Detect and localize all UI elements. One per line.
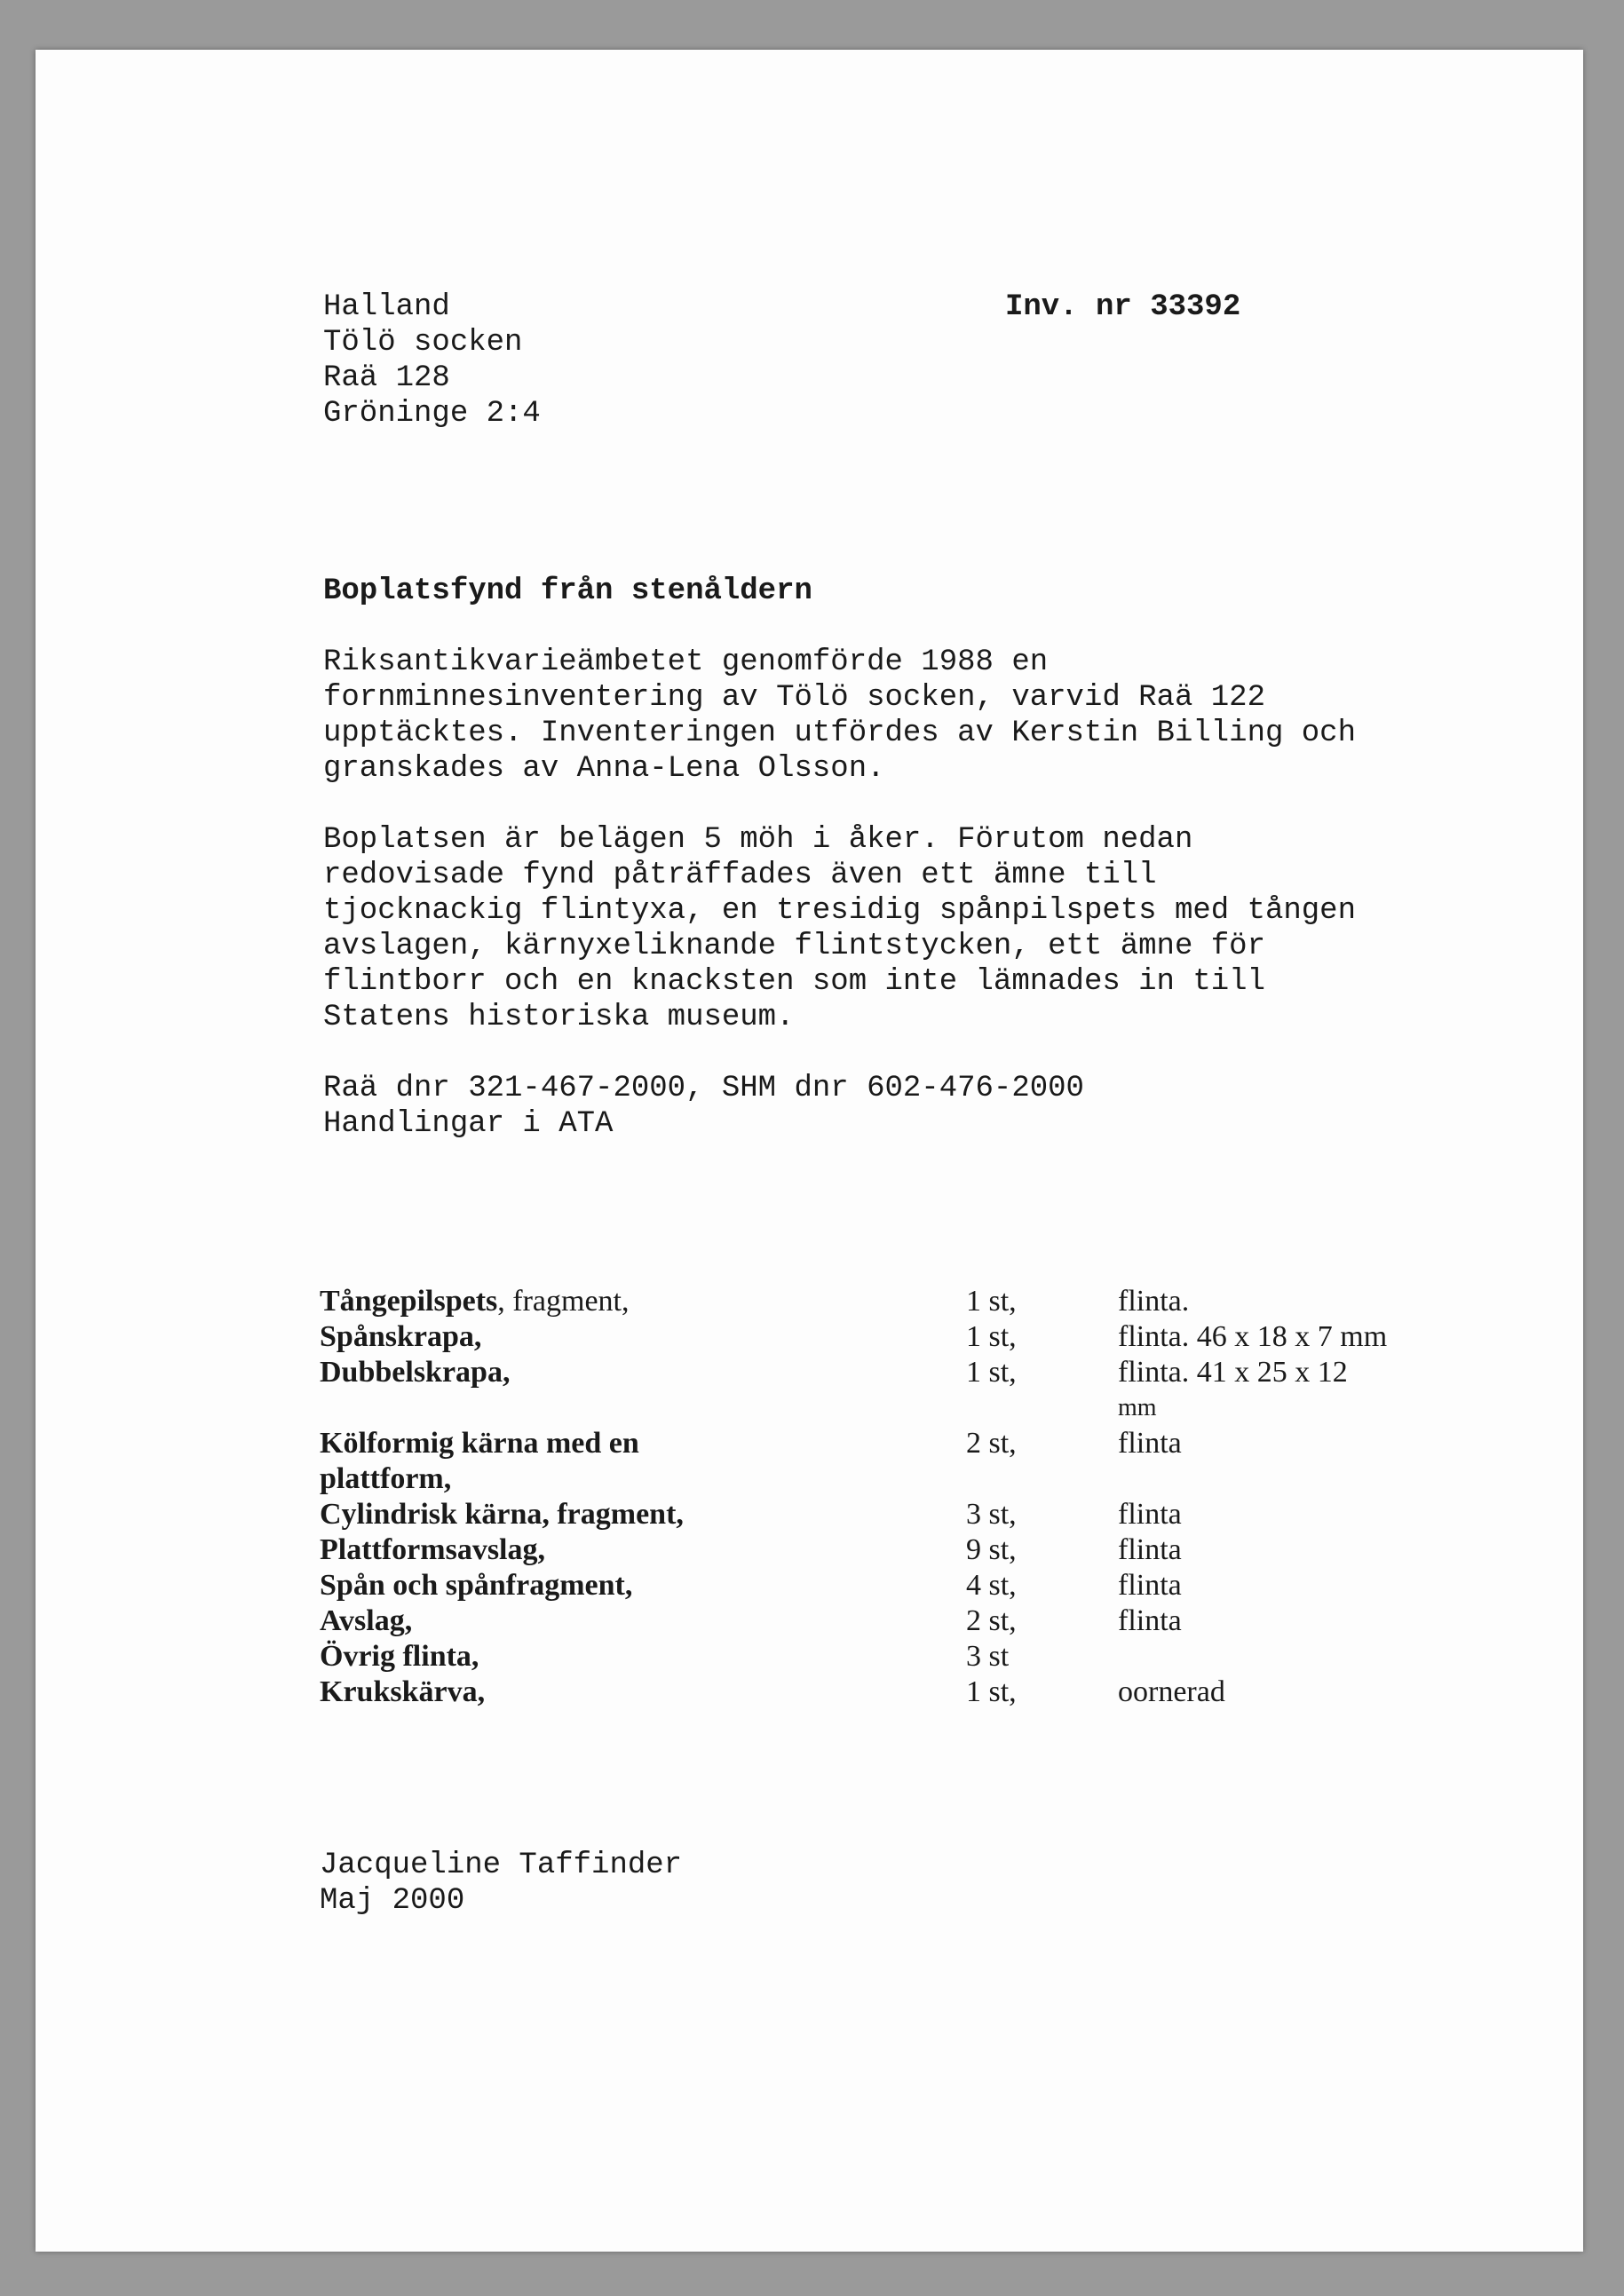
find-material: flinta [1118,1498,1182,1531]
text-line: fornminnesinventering av Tölö socken, varvid Raä 122 [323,681,1265,715]
find-row-continuation [320,1390,1563,1426]
text-line: avslagen, kärnyxeliknande flintstycken, ett ämne för [323,930,1265,963]
find-quantity: 4 st, [966,1569,1017,1602]
location-line: Raä 128 [323,361,450,395]
find-quantity: 2 st, [966,1604,1017,1637]
find-quantity: 3 st [966,1640,1010,1673]
find-material-continued: mm [1118,1394,1157,1421]
document-page [36,50,1583,2252]
find-row [320,1674,1563,1710]
find-row [320,1639,1563,1674]
inventory-number: Inv. nr 33392 [1005,290,1241,324]
find-name: Spån och spånfragment, [320,1569,633,1602]
paragraph-site [323,822,1477,1035]
find-row-continuation [320,1461,1563,1497]
paragraph-inventory [323,645,1477,787]
find-row [320,1497,1563,1532]
signature-date: Maj 2000 [320,1884,465,1918]
find-quantity: 2 st, [966,1427,1017,1460]
text-line: upptäcktes. Inventeringen utfördes av Kerstin Billing och [323,717,1356,750]
find-material: flinta. 41 x 25 x 12 [1118,1356,1348,1389]
text-line: Riksantikvarieämbetet genomförde 1988 en [323,645,1049,679]
find-quantity: 9 st, [966,1533,1017,1566]
find-row [320,1355,1563,1390]
find-row [320,1532,1563,1568]
find-material: flinta [1118,1604,1182,1637]
find-name: Tångepilspets [320,1285,498,1318]
find-quantity: 1 st, [966,1356,1017,1389]
location-line: Gröninge 2:4 [323,397,541,431]
location-line: Tölö socken [323,326,523,360]
location-block [323,289,1477,431]
find-material: flinta [1118,1533,1182,1566]
find-name: Dubbelskrapa, [320,1356,511,1389]
reference-line: Handlingar i ATA [323,1107,614,1141]
find-name-suffix: , fragment, [497,1285,630,1318]
signature-block [320,1848,1474,1919]
find-name: Krukskärva, [320,1675,486,1708]
find-material: flinta [1118,1569,1182,1602]
text-line: Boplatsen är belägen 5 möh i åker. Förutom nedan [323,823,1193,857]
text-line: granskades av Anna-Lena Olsson. [323,752,885,786]
text-line: Statens historiska museum. [323,1001,795,1034]
find-name: Plattformsavslag, [320,1533,546,1566]
find-quantity: 1 st, [966,1285,1017,1318]
find-quantity: 3 st, [966,1498,1017,1531]
location-line: Halland [323,290,450,324]
document-title: Boplatsfynd från stenåldern [323,574,812,608]
find-row [320,1603,1563,1639]
text-line: tjocknackig flintyxa, en tresidig spånpilspets med tången [323,894,1356,928]
find-material: flinta. 46 x 18 x 7 mm [1118,1320,1388,1353]
find-name: Avslag, [320,1604,413,1637]
references-block [323,1071,1477,1142]
text-line: flintborr och en knacksten som inte lämnades in till [323,965,1265,999]
find-name: Kölformig kärna med en [320,1427,639,1460]
find-material: flinta [1118,1427,1182,1460]
find-name: Cylindrisk kärna, fragment, [320,1498,684,1531]
find-row [320,1426,1563,1461]
signature-name: Jacqueline Taffinder [320,1849,683,1882]
find-quantity: 1 st, [966,1320,1017,1353]
find-row [320,1284,1563,1319]
find-name-continued: plattform, [320,1462,452,1495]
find-row [320,1568,1563,1603]
find-name: Spånskrapa, [320,1320,482,1353]
find-material: flinta. [1118,1285,1190,1318]
find-name: Övrig flinta, [320,1640,479,1673]
find-quantity: 1 st, [966,1675,1017,1708]
text-line: redovisade fynd påträffades även ett ämne till [323,859,1157,892]
find-material: oornerad [1118,1675,1225,1708]
find-row [320,1319,1563,1355]
reference-line: Raä dnr 321-467-2000, SHM dnr 602-476-2000 [323,1072,1084,1105]
